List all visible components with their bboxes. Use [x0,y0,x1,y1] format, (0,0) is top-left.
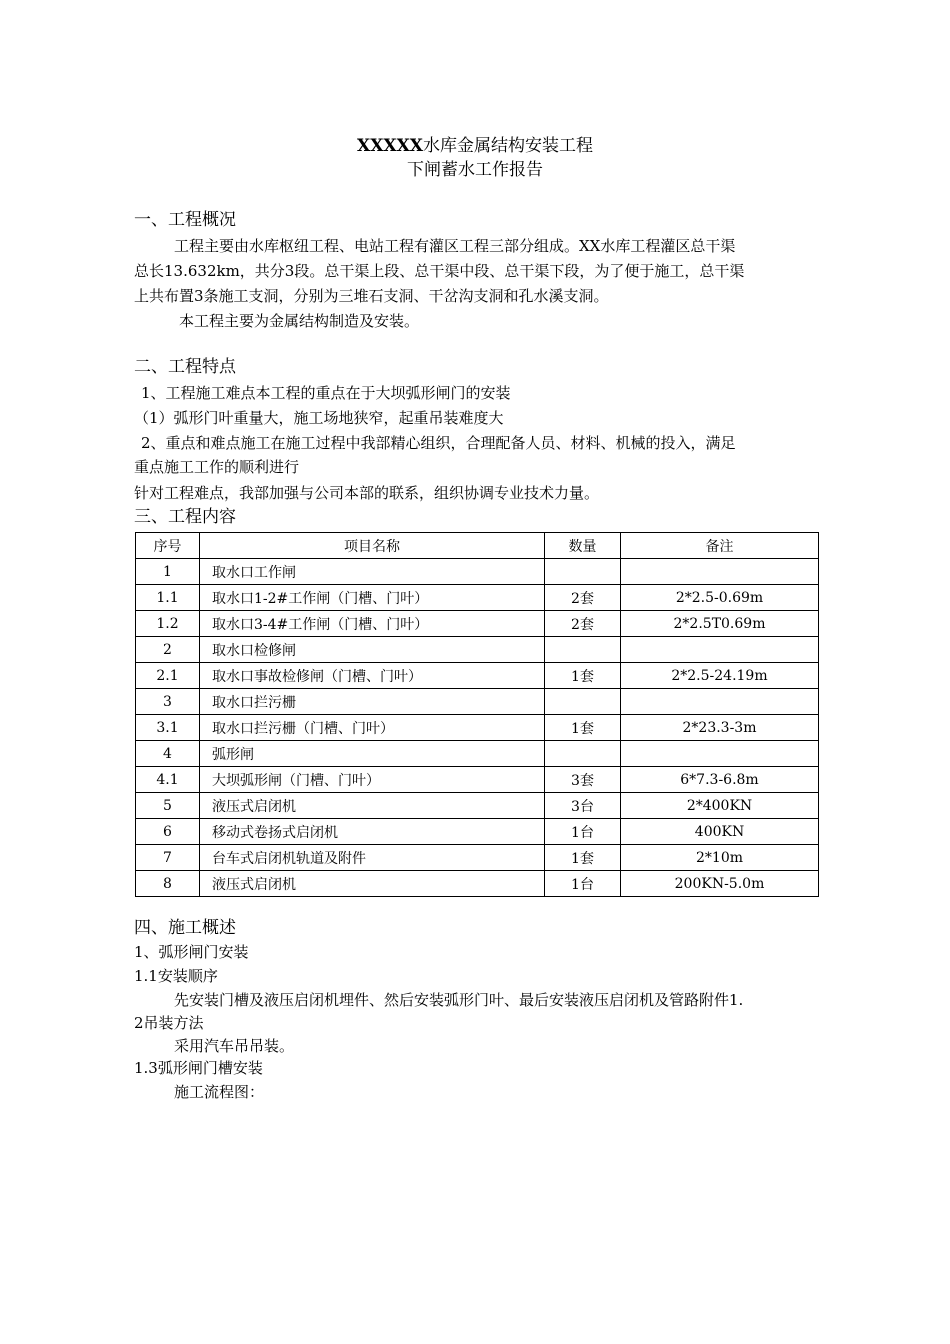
cell-item-name: 取水口事故检修闸（门槽、门叶） [200,663,545,689]
cell-quantity: 1套 [545,715,621,741]
cell-serial-number: 2.1 [136,663,200,689]
table-row [136,793,819,819]
table-row [136,871,819,897]
cell-item-name: 取水口1-2#工作闸（门槽、门叶） [200,585,545,611]
cell-remarks [621,741,819,767]
header-remarks: 备注 [621,533,819,559]
table-row [136,663,819,689]
section2-heading: 二、工程特点 [134,357,236,377]
cell-item-name: 台车式启闭机轨道及附件 [200,845,545,871]
cell-item-name: 液压式启闭机 [200,793,545,819]
table-row [136,637,819,663]
cell-remarks: 2*2.5-0.69m [621,585,819,611]
cell-quantity: 1台 [545,871,621,897]
cell-serial-number: 8 [136,871,200,897]
cell-serial-number: 3 [136,689,200,715]
cell-serial-number: 3.1 [136,715,200,741]
table-row [136,767,819,793]
table-row [136,559,819,585]
cell-remarks: 2*400KN [621,793,819,819]
header-serial-number: 序号 [136,533,200,559]
section4-line4: 2吊装方法 [134,1014,204,1032]
section2-line4: 重点施工工作的顺利进行 [134,458,300,476]
table-row [136,715,819,741]
project-contents-table [135,532,819,897]
cell-serial-number: 1 [136,559,200,585]
cell-remarks: 2*2.5T0.69m [621,611,819,637]
table-row [136,741,819,767]
section4-line5: 采用汽车吊吊装。 [174,1037,295,1055]
cell-remarks [621,689,819,715]
section1-paragraph1-line3: 上共布置3条施工支洞，分别为三堆石支洞、干岔沟支洞和孔水溪支洞。 [134,287,609,305]
cell-item-name: 取水口工作闸 [200,559,545,585]
cell-item-name: 移动式卷扬式启闭机 [200,819,545,845]
document-title-line2: 下闸蓄水工作报告 [407,160,543,180]
cell-serial-number: 4 [136,741,200,767]
section2-line5: 针对工程难点，我部加强与公司本部的联系，组织协调专业技术力量。 [134,484,600,502]
header-quantity: 数量 [545,533,621,559]
cell-remarks: 2*23.3-3m [621,715,819,741]
section2-line2: （1）弧形门叶重量大，施工场地狭窄，起重吊装难度大 [134,409,504,427]
cell-remarks: 400KN [621,819,819,845]
cell-remarks [621,637,819,663]
cell-quantity: 3台 [545,793,621,819]
cell-quantity [545,559,621,585]
table-row [136,819,819,845]
cell-serial-number: 6 [136,819,200,845]
cell-serial-number: 5 [136,793,200,819]
cell-serial-number: 4.1 [136,767,200,793]
table-row [136,611,819,637]
cell-item-name: 弧形闸 [200,741,545,767]
section4-line3: 先安装门槽及液压启闭机埋件、然后安装弧形门叶、最后安装液压启闭机及管路附件1. [174,991,744,1009]
document-title-line1 [0,136,950,156]
cell-item-name: 取水口拦污栅（门槽、门叶） [200,715,545,741]
section4-line7: 施工流程图： [174,1083,265,1101]
section1-paragraph1-line2: 总长13.632km，共分3段。总干渠上段、总干渠中段、总干渠下段，为了便于施工，总干渠 [134,262,745,280]
cell-serial-number: 1.1 [136,585,200,611]
table-header-row [136,533,819,559]
cell-quantity: 1台 [545,819,621,845]
cell-item-name: 取水口拦污栅 [200,689,545,715]
document-title-project-name: 水库金属结构安装工程 [422,136,593,156]
cell-remarks: 6*7.3-6.8m [621,767,819,793]
section4-line1: 1、弧形闸门安装 [134,943,249,961]
cell-quantity: 3套 [545,767,621,793]
table-row [136,585,819,611]
cell-remarks: 2*2.5-24.19m [621,663,819,689]
section3-heading: 三、工程内容 [134,507,236,527]
table-row [136,845,819,871]
cell-quantity: 1套 [545,845,621,871]
section4-heading: 四、施工概述 [134,918,236,938]
cell-remarks: 200KN-5.0m [621,871,819,897]
cell-item-name: 取水口检修闸 [200,637,545,663]
section2-line3: 2、重点和难点施工在施工过程中我部精心组织，合理配备人员、材料、机械的投入，满足 [141,434,736,452]
section4-line6: 1.3弧形闸门槽安装 [134,1059,263,1077]
section1-paragraph2: 本工程主要为金属结构制造及安装。 [179,312,420,330]
table-row [136,689,819,715]
cell-serial-number: 2 [136,637,200,663]
cell-quantity: 2套 [545,585,621,611]
cell-item-name: 取水口3-4#工作闸（门槽、门叶） [200,611,545,637]
header-item-name: 项目名称 [200,533,545,559]
cell-remarks: 2*10m [621,845,819,871]
cell-serial-number: 7 [136,845,200,871]
cell-quantity [545,689,621,715]
cell-remarks [621,559,819,585]
cell-serial-number: 1.2 [136,611,200,637]
cell-item-name: 液压式启闭机 [200,871,545,897]
section2-line1: 1、工程施工难点本工程的重点在于大坝弧形闸门的安装 [141,384,511,402]
cell-quantity [545,741,621,767]
cell-quantity: 2套 [545,611,621,637]
cell-item-name: 大坝弧形闸（门槽、门叶） [200,767,545,793]
document-title-project-code: XXXXX [357,136,423,156]
section1-heading: 一、工程概况 [134,210,236,230]
section4-line2: 1.1安装顺序 [134,967,218,985]
cell-quantity: 1套 [545,663,621,689]
cell-quantity [545,637,621,663]
section1-paragraph1-line1: 工程主要由水库枢纽工程、电站工程有灌区工程三部分组成。XX水库工程灌区总干渠 [174,237,736,255]
